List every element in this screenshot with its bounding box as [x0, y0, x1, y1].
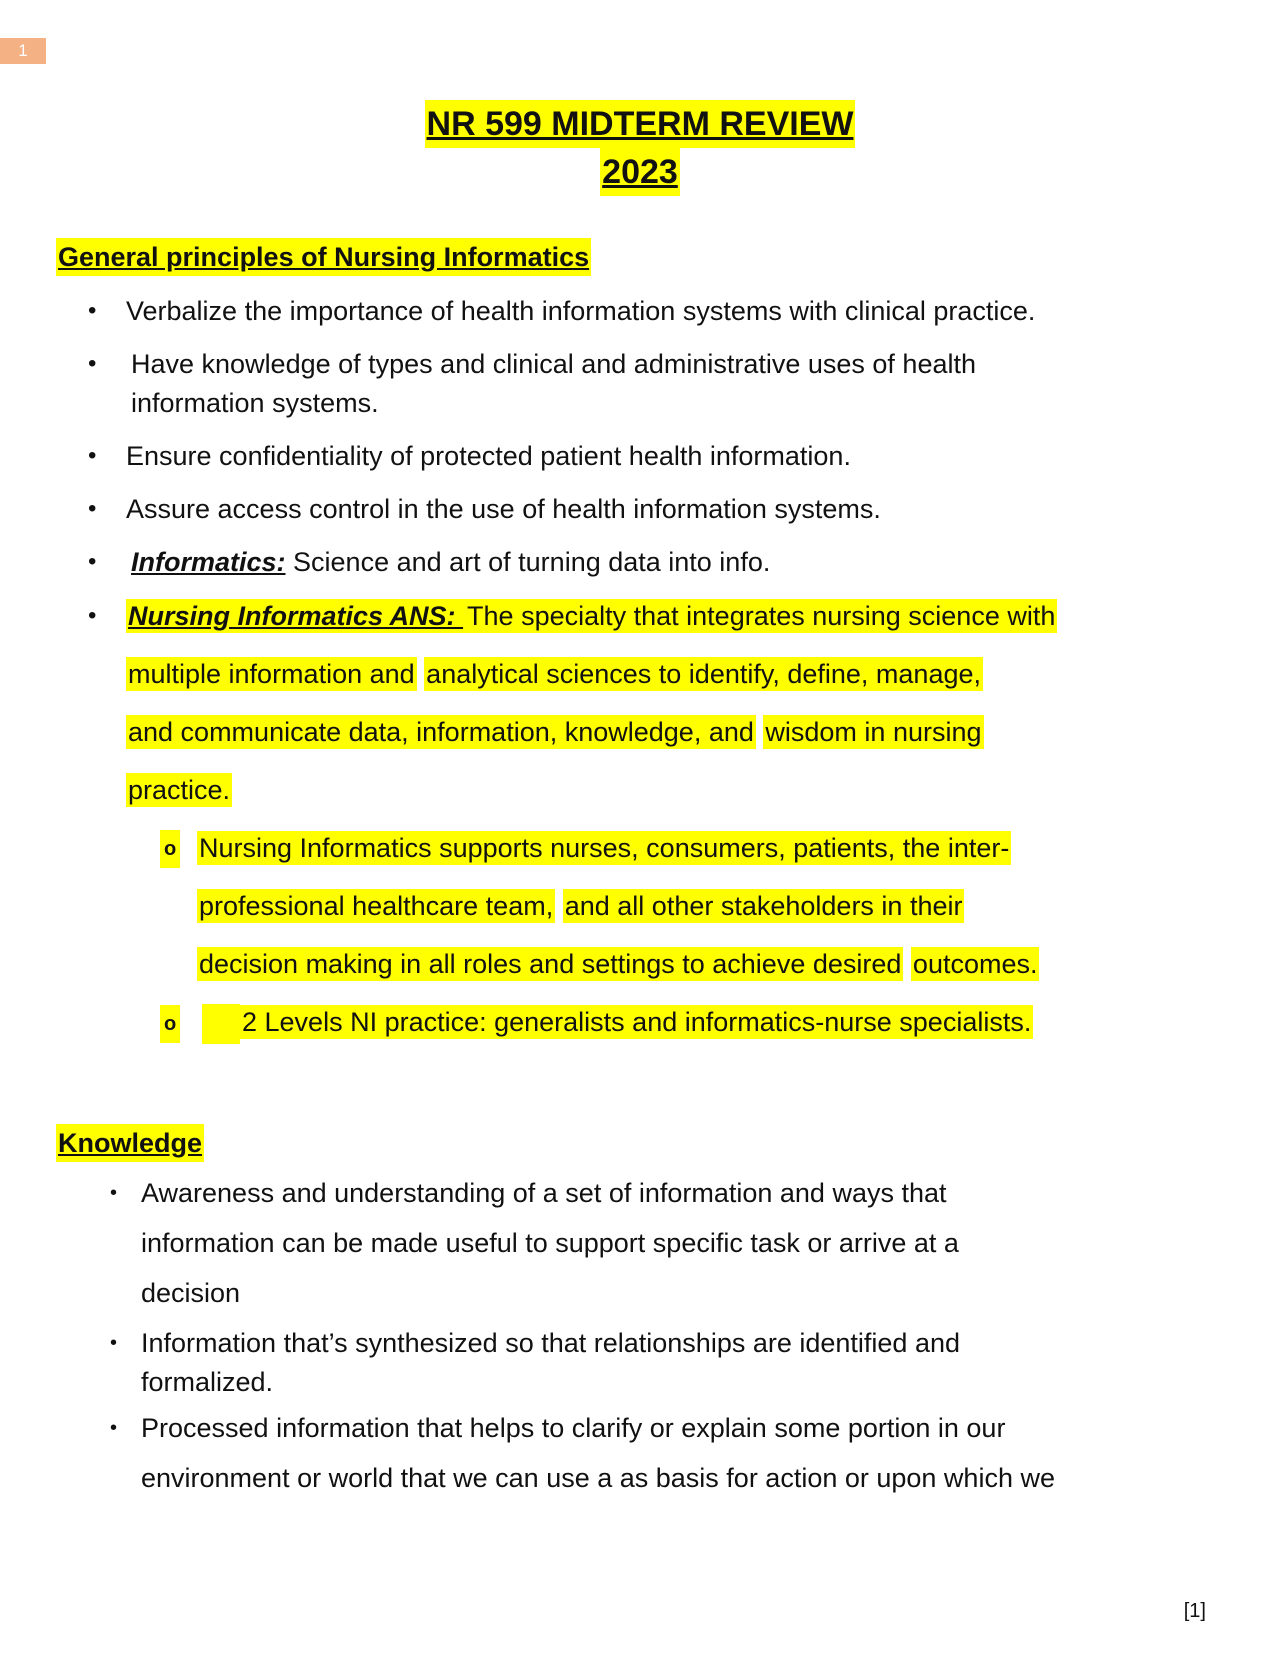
- list-item: Ensure confidentiality of protected patient health information.: [126, 441, 851, 471]
- list-item-continuation: decision: [141, 1278, 241, 1308]
- nursing-informatics-line: wisdom in nursing: [765, 717, 982, 747]
- sub-list-line: Nursing Informatics supports nurses, consumers, patients, the inter-: [199, 833, 1010, 863]
- list-item: Processed information that helps to clarify or explain some portion in our: [141, 1413, 1006, 1443]
- sub-bullet-icon: o: [160, 830, 180, 868]
- list-item: Verbalize the importance of health information systems with clinical practice.: [126, 296, 1036, 326]
- list-item-nursing-informatics: [126, 597, 1057, 635]
- bullet-icon: •: [88, 297, 97, 324]
- list-item-continuation: formalized.: [141, 1367, 274, 1397]
- bullet-icon: •: [88, 495, 97, 522]
- list-item-informatics: [131, 543, 770, 581]
- section-heading-knowledge: Knowledge: [56, 1124, 204, 1162]
- title-line-2: 2023: [600, 148, 680, 196]
- sub-bullet-icon: o: [160, 1005, 180, 1043]
- title-line-1: NR 599 MIDTERM REVIEW: [425, 100, 856, 148]
- bullet-icon: •: [88, 442, 97, 469]
- bullet-icon: •: [110, 1182, 118, 1204]
- informatics-definition: Science and art of turning data into info.: [285, 547, 771, 577]
- footer-page-marker: [1]: [1183, 1600, 1206, 1622]
- list-item: Awareness and understanding of a set of information and ways that: [141, 1178, 947, 1208]
- sub-list-continuation: [197, 945, 1039, 983]
- nursing-informatics-line: multiple information and: [128, 659, 415, 689]
- sub-list-item: [197, 829, 1011, 867]
- informatics-term: Informatics:: [131, 547, 286, 577]
- sub-list-item: [240, 1003, 1033, 1041]
- bullet-icon: •: [110, 1417, 118, 1439]
- page-number-badge: 1: [0, 38, 46, 64]
- list-item-continuation: information systems.: [131, 388, 379, 418]
- bullet-icon: •: [110, 1332, 118, 1354]
- bullet-icon: •: [88, 350, 97, 377]
- sub-list-continuation: [197, 887, 964, 925]
- section-heading-general-principles: General principles of Nursing Informatics: [56, 238, 591, 276]
- nursing-informatics-term: Nursing Informatics ANS:: [128, 601, 464, 631]
- nursing-informatics-line: and communicate data, information, knowledge, and: [128, 717, 754, 747]
- sub-list-line: outcomes.: [912, 949, 1038, 979]
- sub-list-line: professional healthcare team,: [199, 891, 554, 921]
- list-item: Information that’s synthesized so that relationships are identified and: [141, 1328, 960, 1358]
- list-item-continuation: environment or world that we can use a as basis for action or upon which we: [141, 1463, 1055, 1493]
- nursing-informatics-line: analytical sciences to identify, define, manage,: [426, 659, 981, 689]
- highlight-gap: [202, 1004, 240, 1044]
- nursing-informatics-continuation: [126, 713, 984, 751]
- nursing-informatics-line: The specialty that integrates nursing science with: [467, 601, 1056, 631]
- nursing-informatics-line: practice.: [128, 775, 231, 805]
- sub-list-line: decision making in all roles and settings to achieve desired: [199, 949, 902, 979]
- list-item: Assure access control in the use of health information systems.: [126, 494, 881, 524]
- nursing-informatics-continuation: [126, 655, 983, 693]
- bullet-icon: •: [88, 602, 97, 629]
- nursing-informatics-continuation: [126, 771, 232, 809]
- bullet-icon: •: [88, 548, 97, 575]
- sub-list-line: 2 Levels NI practice: generalists and informatics-nurse specialists.: [242, 1007, 1032, 1037]
- sub-list-line: and all other stakeholders in their: [564, 891, 963, 921]
- document-title: [0, 100, 1280, 196]
- list-item: Have knowledge of types and clinical and administrative uses of health: [131, 349, 976, 379]
- list-item-continuation: information can be made useful to support specific task or arrive at a: [141, 1228, 959, 1258]
